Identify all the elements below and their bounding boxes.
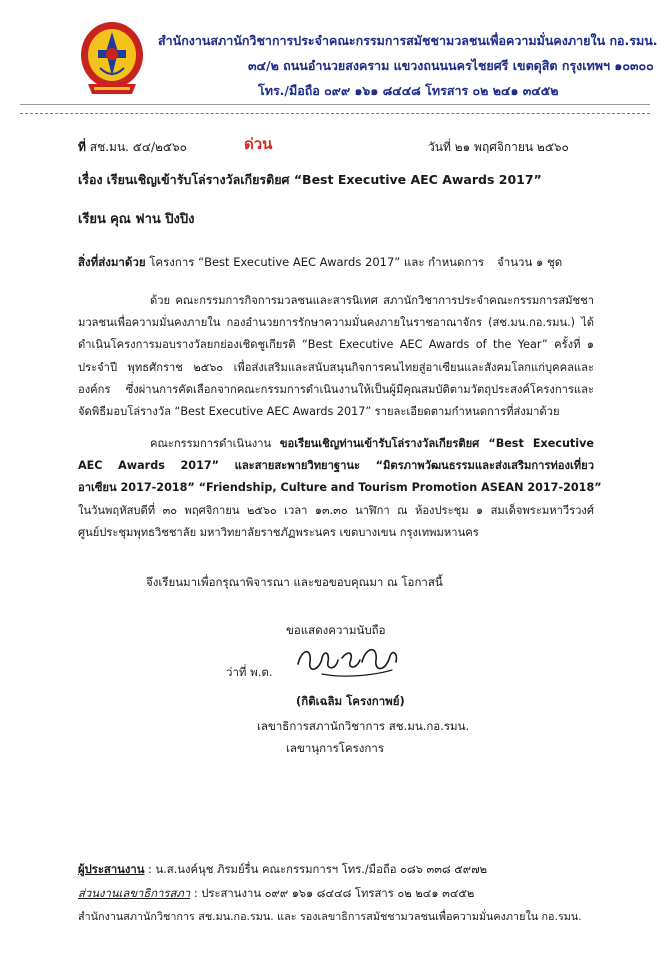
- body-line: AEC Awards 2017” และสายสะพายวิทยาฐานะ “มิตรภาพวัฒนธรรมและส่งเสริมการท่องเที่ยว: [78, 459, 594, 473]
- document-date: วันที่ ๒๑ พฤศจิกายน ๒๕๖๐: [428, 140, 569, 154]
- recipient-line: เรียน คุณ ฟาน ปิงปิง: [78, 212, 195, 227]
- signer-rank: ว่าที่ พ.ต.: [226, 665, 273, 679]
- footer-office: ส่วนงานเลขาธิการสภา : ประสานงาน ๐๙๙ ๑๖๑ ๘๔๔๘ โทรสาร ๐๒ ๒๔๑ ๓๔๕๒: [78, 887, 475, 900]
- org-address: ๓๔/๒ ถนนอำนวยสงคราม แขวงถนนนครไชยศรี เขตดุสิต กรุงเทพฯ ๑๐๓๐๐: [248, 58, 654, 73]
- enclosure-quantity: จำนวน ๑ ชุด: [497, 255, 563, 269]
- body-line: ในวันพฤหัสบดีที่ ๓๐ พฤศจิกายน ๒๕๖๐ เวลา ๑๓.๓๐ นาฬิกา ณ ห้องประชุม ๑ สมเด็จพระมหาวีรวงศ์: [78, 503, 594, 517]
- closing-regards: ขอแสดงความนับถือ: [286, 623, 386, 637]
- urgency-marker: ด่วน: [244, 135, 273, 153]
- signer-name: (กิติเฉลิม โครงกาพย์): [296, 694, 405, 708]
- signer-position: เลขาธิการสภานักวิชาการ สช.มน.กอ.รมน.: [257, 719, 470, 733]
- body-line: อาเซียน 2017-2018” “Friendship, Culture and Tourism Promotion ASEAN 2017-2018”: [78, 481, 602, 495]
- document-number: ที่ สช.มน. ๕๔/๒๕๖๐: [78, 140, 187, 154]
- body-line: จัดพิธีมอบโล่รางวัล “Best Executive AEC Awards 2017” รายละเอียดตามกำหนดการที่ส่งมาด้วย: [78, 405, 560, 419]
- subject-line: เรื่อง เรียนเชิญเข้ารับโล่รางวัลเกียรติยศ “Best Executive AEC Awards 2017”: [78, 172, 542, 187]
- org-name: สำนักงานสภานักวิชาการประจำคณะกรรมการสมัชชามวลชนเพื่อความมั่นคงภายใน กอ.รมน.: [158, 33, 658, 48]
- body-paragraph-2: [78, 433, 602, 544]
- body-line: คณะกรรมการดำเนินงาน ขอเรียนเชิญท่านเข้ารับโล่รางวัลเกียรติยศ “Best Executive: [150, 437, 594, 450]
- enclosure-line: สิ่งที่ส่งมาด้วย โครงการ “Best Executive AEC Awards 2017” และ กำหนดการ: [78, 255, 485, 269]
- signer-role: เลขานุการโครงการ: [286, 741, 385, 755]
- body-line: มวลชนเพื่อความมั่นคงภายใน กองอำนวยการรักษาความมั่นคงภายในราชอาณาจักร (สช.มน.กอ.รมน.) ได้: [78, 316, 594, 330]
- body-line: ดำเนินโครงการมอบรางวัลยกย่องเชิดชูเกียรติ “Best Executive AEC Awards of the Year” ครั้งที่ ๑: [78, 338, 594, 352]
- header-divider: [20, 104, 650, 105]
- body-line: องค์กร ซึ่งผ่านการคัดเลือกจากคณะกรรมการดำเนินงานให้เป็นผู้มีคุณสมบัติตามวัตถุประสงค์โครงการและ: [78, 382, 594, 396]
- body-line: ประจำปี พุทธศักราช ๒๕๖๐ เพื่อส่งเสริมและสนับสนุนกิจการคนไทยสู่อาเซียนและสังคมโลกแก่บุคคลและ: [78, 360, 594, 374]
- org-contact: โทร./มือถือ ๐๙๙ ๑๖๑ ๘๔๔๘ โทรสาร ๐๒ ๒๔๑ ๓๔๕๒: [258, 83, 559, 98]
- header-divider-dashed: [20, 113, 650, 114]
- handwritten-signature: [292, 640, 404, 682]
- footer-coordinator: ผู้ประสานงาน : น.ส.นงค์นุช ภิรมย์รื่น คณะกรรมการฯ โทร./มือถือ ๐๘๖ ๓๓๘ ๕๙๗๒: [78, 863, 488, 876]
- agency-emblem-icon: [78, 18, 146, 96]
- footer-organization: สำนักงานสภานักวิชาการ สช.มน.กอ.รมน. และ รองเลขาธิการสมัชชามวลชนเพื่อความมั่นคงภายใน กอ.รมน.: [78, 910, 582, 923]
- body-paragraph-1: [78, 290, 594, 423]
- body-line: ศูนย์ประชุมพุทธวิชชาลัย มหาวิทยาลัยราชภัฏพระนคร เขตบางเขน กรุงเทพมหานคร: [78, 525, 479, 539]
- closing-request: จึงเรียนมาเพื่อกรุณาพิจารณา และขอขอบคุณมา ณ โอกาสนี้: [146, 575, 443, 589]
- body-line: ด้วย คณะกรรมการกิจการมวลชนและสารนิเทศ สภานักวิชาการประจำคณะกรรมการสมัชชา: [150, 294, 594, 307]
